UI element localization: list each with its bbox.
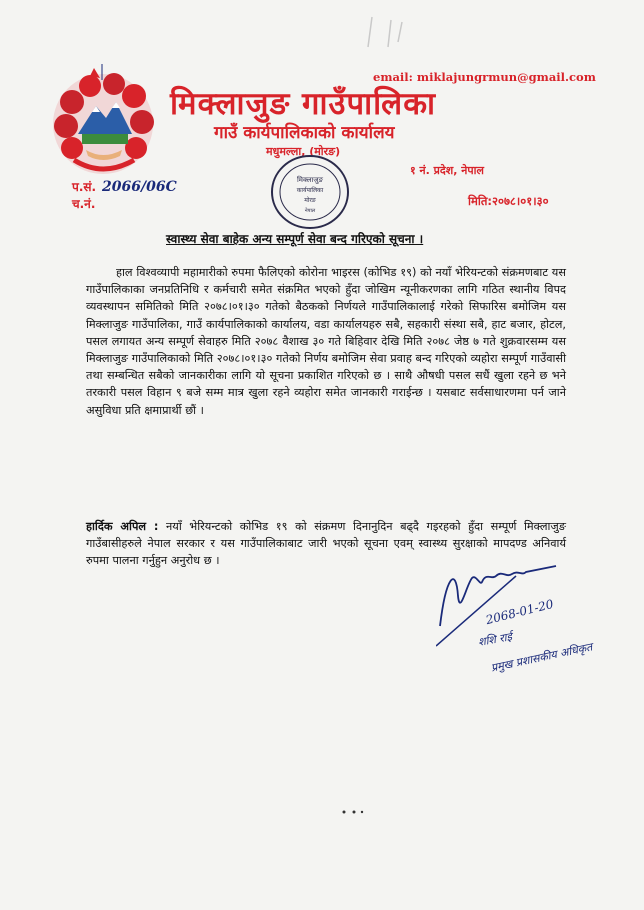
pen-scribble-mark xyxy=(358,12,418,52)
stray-ink-dots xyxy=(340,808,370,816)
svg-text:नेपाल: नेपाल xyxy=(304,208,316,214)
email-address: email: miklajungrmun@gmail.com xyxy=(373,70,596,84)
chalani-number-label: च.नं. xyxy=(72,197,96,211)
office-address: मधुमल्ला, (मोरङ) xyxy=(266,145,341,158)
patra-sankhya xyxy=(72,178,177,195)
notice-body-paragraph: हाल विश्वव्यापी महामारीको रुपमा फैलिएको कोरोना भाइरस (कोभिड १९) को नयाँ भेरियन्टको संक्रमणबाट यस गाउँपालिकाका जनप्रतिनिधि र कर्मचारी समेत संक्रमित भएको हुँदा जोखिम न्यूनीकरणका लागि गठित स्थानीय विपद व्यवस्थापन समितिको मिति २०७८।०१।३० गतेको बैठकको निर्णयले गाउँपालिकालाई गरेको सिफारिस बमोजिम यस मिक्लाजुङ गाउँपालिका, गाउँ कार्यपालिकाको कार्यालय, वडा कार्यालयहरु सबै, सहकारी संस्था सबै, हाट बजार, होटल, पसल लगायत अन्य सम्पूर्ण सेवाहरु मिति २०७८ वैशाख ३० गते बिहिवार देखि मिति २०७८ जेष्ठ ७ गते शुक्रवारसम्म यस मिक्लाजुङ गाउँपालिकाको मिति २०७८।०१।३० गतेको निर्णय बमोजिम सेवा प्रवाह बन्द गरिएको व्यहोरा सम्पूर्ण गाउँवासी तथा सम्बन्धित सबैको जानकारीका लागि यो सूचना प्रकाशित गरिएको छ । साथै औषधी पसल सधैं खुला रहने छ भने तरकारी पसल विहान ९ बजे सम्म मात्र खुला रहने व्यहोरा समेत जानकारी गराईन्छ । यसबाट सर्वसाधारणमा पर्न जाने असुविधा प्रति क्षमाप्रार्थी छौं । xyxy=(86,266,566,417)
official-round-stamp xyxy=(268,152,352,232)
office-subtitle: गाउँ कार्यपालिकाको कार्यालय xyxy=(214,123,395,143)
patra-sankhya-label: प.सं. xyxy=(72,180,97,194)
appeal-text: नयाँ भेरियन्टको कोभिड १९ को संक्रमण दिनानुदिन बढ्दै गइरहको हुँदा सम्पूर्ण मिक्लाजुङ गाउँबासीहरुले नेपाल सरकार र यस गाउँपालिकाबाट जारी भएको सूचना एवम् स्वास्थ्य सुरक्षाको मापदण्ड अनिवार्य रुपमा पालना गर्नुहुन अनुरोध छ । xyxy=(86,520,566,568)
signatory-name: शशि राई xyxy=(477,630,513,649)
notice-title: स्वास्थ्य सेवा बाहेक अन्य सम्पूर्ण सेवा बन्द गरिएको सूचना । xyxy=(166,232,424,246)
signatory-role: प्रमुख प्रशासकीय अधिकृत xyxy=(489,640,594,675)
signature-date: 2068-01-20 xyxy=(484,596,555,628)
issue-date: मिति:२०७८।०१।३० xyxy=(468,194,549,208)
svg-text:मिक्लाजुङ: मिक्लाजुङ xyxy=(296,176,324,184)
municipality-emblem-logo xyxy=(42,64,164,180)
appeal-label: हार्दिक अपिल : xyxy=(86,520,159,533)
municipality-title: मिक्लाजुङ गाउँपालिका xyxy=(170,86,437,122)
province-label: १ नं. प्रदेश, नेपाल xyxy=(410,164,484,177)
patra-sankhya-value: 2066/06C xyxy=(102,179,177,195)
svg-text:मोरङ: मोरङ xyxy=(304,197,316,204)
svg-text:कार्यपालिका: कार्यपालिका xyxy=(296,187,324,194)
